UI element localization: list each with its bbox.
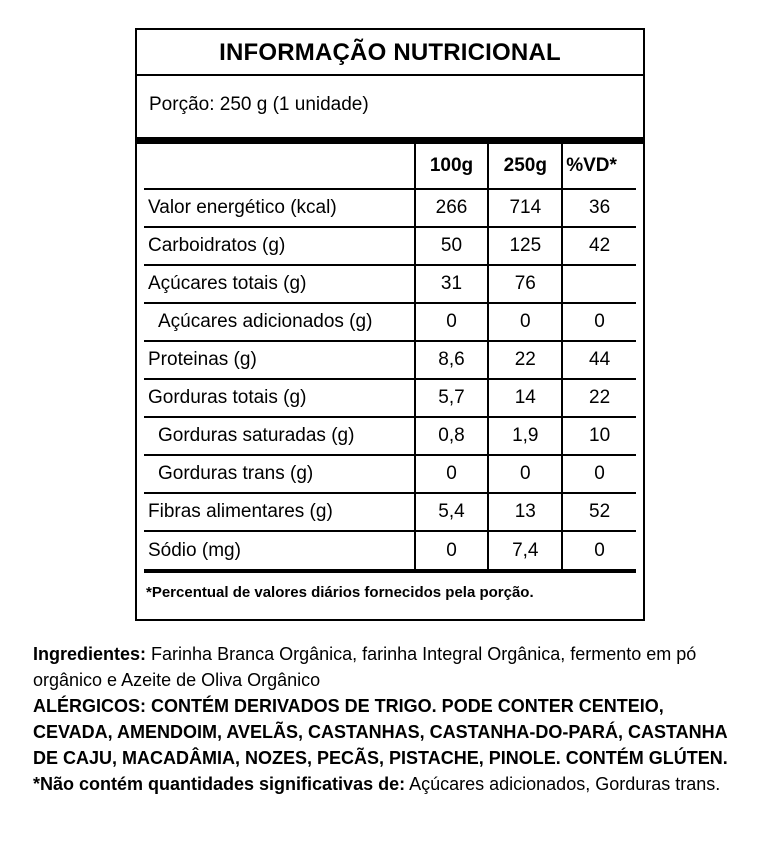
value-250g: 0 <box>488 303 562 341</box>
table-body <box>144 189 636 569</box>
value-250g: 0 <box>488 455 562 493</box>
nutrient-label: Gorduras trans (g) <box>144 455 415 493</box>
value-100g: 0,8 <box>415 417 489 455</box>
daily-values-footnote: *Percentual de valores diários fornecidos pela porção. <box>144 569 636 619</box>
table-row-gorduras-totais <box>144 379 636 417</box>
value-vd: 42 <box>562 227 636 265</box>
nutrient-label: Gorduras saturadas (g) <box>144 417 415 455</box>
nutrient-label: Açúcares totais (g) <box>144 265 415 303</box>
table-row-carboidratos <box>144 227 636 265</box>
value-250g: 22 <box>488 341 562 379</box>
value-100g: 8,6 <box>415 341 489 379</box>
value-250g: 13 <box>488 493 562 531</box>
value-250g: 1,9 <box>488 417 562 455</box>
value-100g: 0 <box>415 455 489 493</box>
column-header-250g: 250g <box>488 144 562 189</box>
header-bar <box>137 137 643 144</box>
header-row <box>144 144 636 189</box>
allergens-paragraph: ALÉRGICOS: CONTÉM DERIVADOS DE TRIGO. PODE CONTER CENTEIO, CEVADA, AMENDOIM, AVELÃS, CASTANHAS, CASTANHA-DO-PARÁ, CASTANHA DE CAJU, MACADÂMIA, NOZES, PECÃS, PISTACHE, PINOLE. CONTÉM GLÚTEN. <box>33 696 728 768</box>
value-250g: 125 <box>488 227 562 265</box>
value-250g: 714 <box>488 189 562 227</box>
nutrition-table-wrap <box>137 144 643 569</box>
value-vd <box>562 265 636 303</box>
value-vd: 0 <box>562 531 636 569</box>
nutrition-label-box <box>135 28 645 621</box>
column-header-vd: %VD* <box>562 144 636 189</box>
value-100g: 0 <box>415 303 489 341</box>
value-250g: 76 <box>488 265 562 303</box>
ingredients-paragraph <box>33 641 747 693</box>
bottom-text-block <box>33 641 747 797</box>
label-title: INFORMAÇÃO NUTRICIONAL <box>137 30 643 76</box>
value-100g: 31 <box>415 265 489 303</box>
value-vd: 36 <box>562 189 636 227</box>
value-vd: 0 <box>562 303 636 341</box>
value-vd: 10 <box>562 417 636 455</box>
table-row-proteinas <box>144 341 636 379</box>
value-100g: 5,4 <box>415 493 489 531</box>
nutrient-label: Fibras alimentares (g) <box>144 493 415 531</box>
value-250g: 14 <box>488 379 562 417</box>
table-row-acucares-adicionados <box>144 303 636 341</box>
nutrient-label: Valor energético (kcal) <box>148 197 337 218</box>
header-empty-cell <box>144 144 415 189</box>
table-row-valor-energetico <box>144 189 636 227</box>
disclaimer-label: *Não contém quantidades significativas de: <box>33 774 406 794</box>
value-vd: 44 <box>562 341 636 379</box>
ingredients-text: Farinha Branca Orgânica, farinha Integral Orgânica, fermento em pó orgânico e Azeite de Oliva Orgânico <box>33 644 697 690</box>
table-header <box>144 144 636 189</box>
value-100g: 0 <box>415 531 489 569</box>
nutrient-label: Carboidratos (g) <box>144 227 415 265</box>
table-row-sodio <box>144 531 636 569</box>
nutrient-label: Sódio (mg) <box>144 531 415 569</box>
value-100g: 5,7 <box>415 379 489 417</box>
disclaimer-text: Açúcares adicionados, Gorduras trans. <box>405 774 721 794</box>
table-row-fibras <box>144 493 636 531</box>
value-100g: 266 <box>415 189 489 227</box>
value-vd: 22 <box>562 379 636 417</box>
table-row-gorduras-saturadas <box>144 417 636 455</box>
value-vd: 52 <box>562 493 636 531</box>
nutrient-label: Gorduras totais (g) <box>144 379 415 417</box>
table-row-acucares-totais <box>144 265 636 303</box>
nutrient-label: Proteinas (g) <box>144 341 415 379</box>
disclaimer-paragraph <box>33 771 747 797</box>
value-vd: 0 <box>562 455 636 493</box>
value-250g: 7,4 <box>488 531 562 569</box>
value-100g: 50 <box>415 227 489 265</box>
ingredients-label: Ingredientes: <box>33 644 147 664</box>
nutrient-label: Açúcares adicionados (g) <box>144 303 415 341</box>
portion-text: Porção: 250 g (1 unidade) <box>149 94 369 115</box>
column-header-100g: 100g <box>415 144 489 189</box>
nutrition-table <box>144 144 636 569</box>
table-row-gorduras-trans <box>144 455 636 493</box>
